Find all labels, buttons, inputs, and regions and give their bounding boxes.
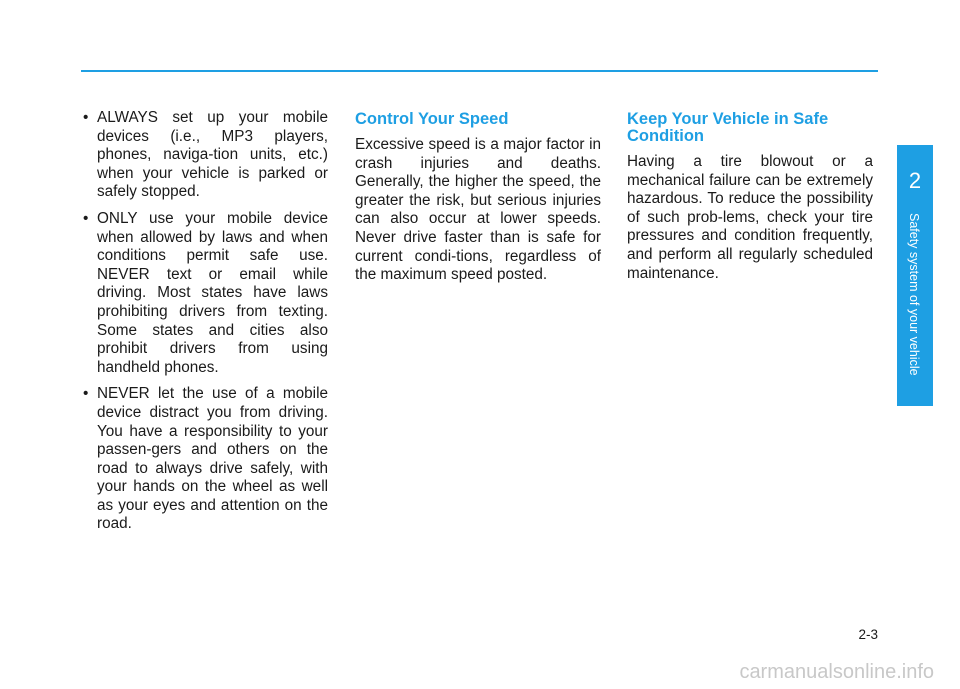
bullet-text: NEVER let the use of a mobile device distract you from driving. You have a responsibility to your passen-gers and others on the road to always drive safely, with your hands on the wheel as well as your eyes and attention on the road. [97, 385, 328, 533]
page-number: 2-3 [858, 627, 878, 642]
right-column [627, 111, 873, 283]
section-body-vehicle: Having a tire blowout or a mechanical failure can be extremely hazardous. To reduce the possibility of such prob-lems, check your tire pressures and condition frequently, and perform all regularly scheduled maintenance. [627, 153, 873, 282]
header-rule [81, 70, 878, 72]
bullet-text: ONLY use your mobile device when allowed by laws and when conditions permit safe use. NEVER text or email while driving. Most states have laws prohibiting drivers from texting. Some states and cities also prohibit drivers from using handheld phones. [97, 209, 328, 376]
left-column [82, 109, 328, 542]
safety-bullet-list [82, 109, 328, 534]
list-item [82, 210, 328, 377]
bullet-icon: • [83, 109, 89, 126]
watermark: carmanualsonline.info [739, 661, 934, 683]
bullet-icon: • [83, 209, 89, 227]
section-heading-vehicle: Keep Your Vehicle in Safe Condition [627, 110, 829, 145]
list-item [82, 385, 328, 534]
chapter-number: 2 [908, 168, 922, 193]
chapter-title: Safety system of your vehicle [907, 213, 921, 376]
section-heading-speed: Control Your Speed [355, 110, 509, 128]
chapter-tab [897, 145, 933, 406]
bullet-text: ALWAYS set up your mobile devices (i.e., MP3 players, phones, naviga-tion units, etc.) when your vehicle is parked or safely stopped. [97, 109, 328, 201]
section-body-speed: Excessive speed is a major factor in crash injuries and deaths. Generally, the higher the speed, the greater the risk, but serious injuries can also occur at lower speeds. Never drive faster than is safe for current condi-tions, regardless of the maximum speed posted. [355, 136, 601, 284]
bullet-icon: • [83, 385, 89, 403]
middle-column [355, 111, 601, 285]
list-item [82, 109, 328, 202]
